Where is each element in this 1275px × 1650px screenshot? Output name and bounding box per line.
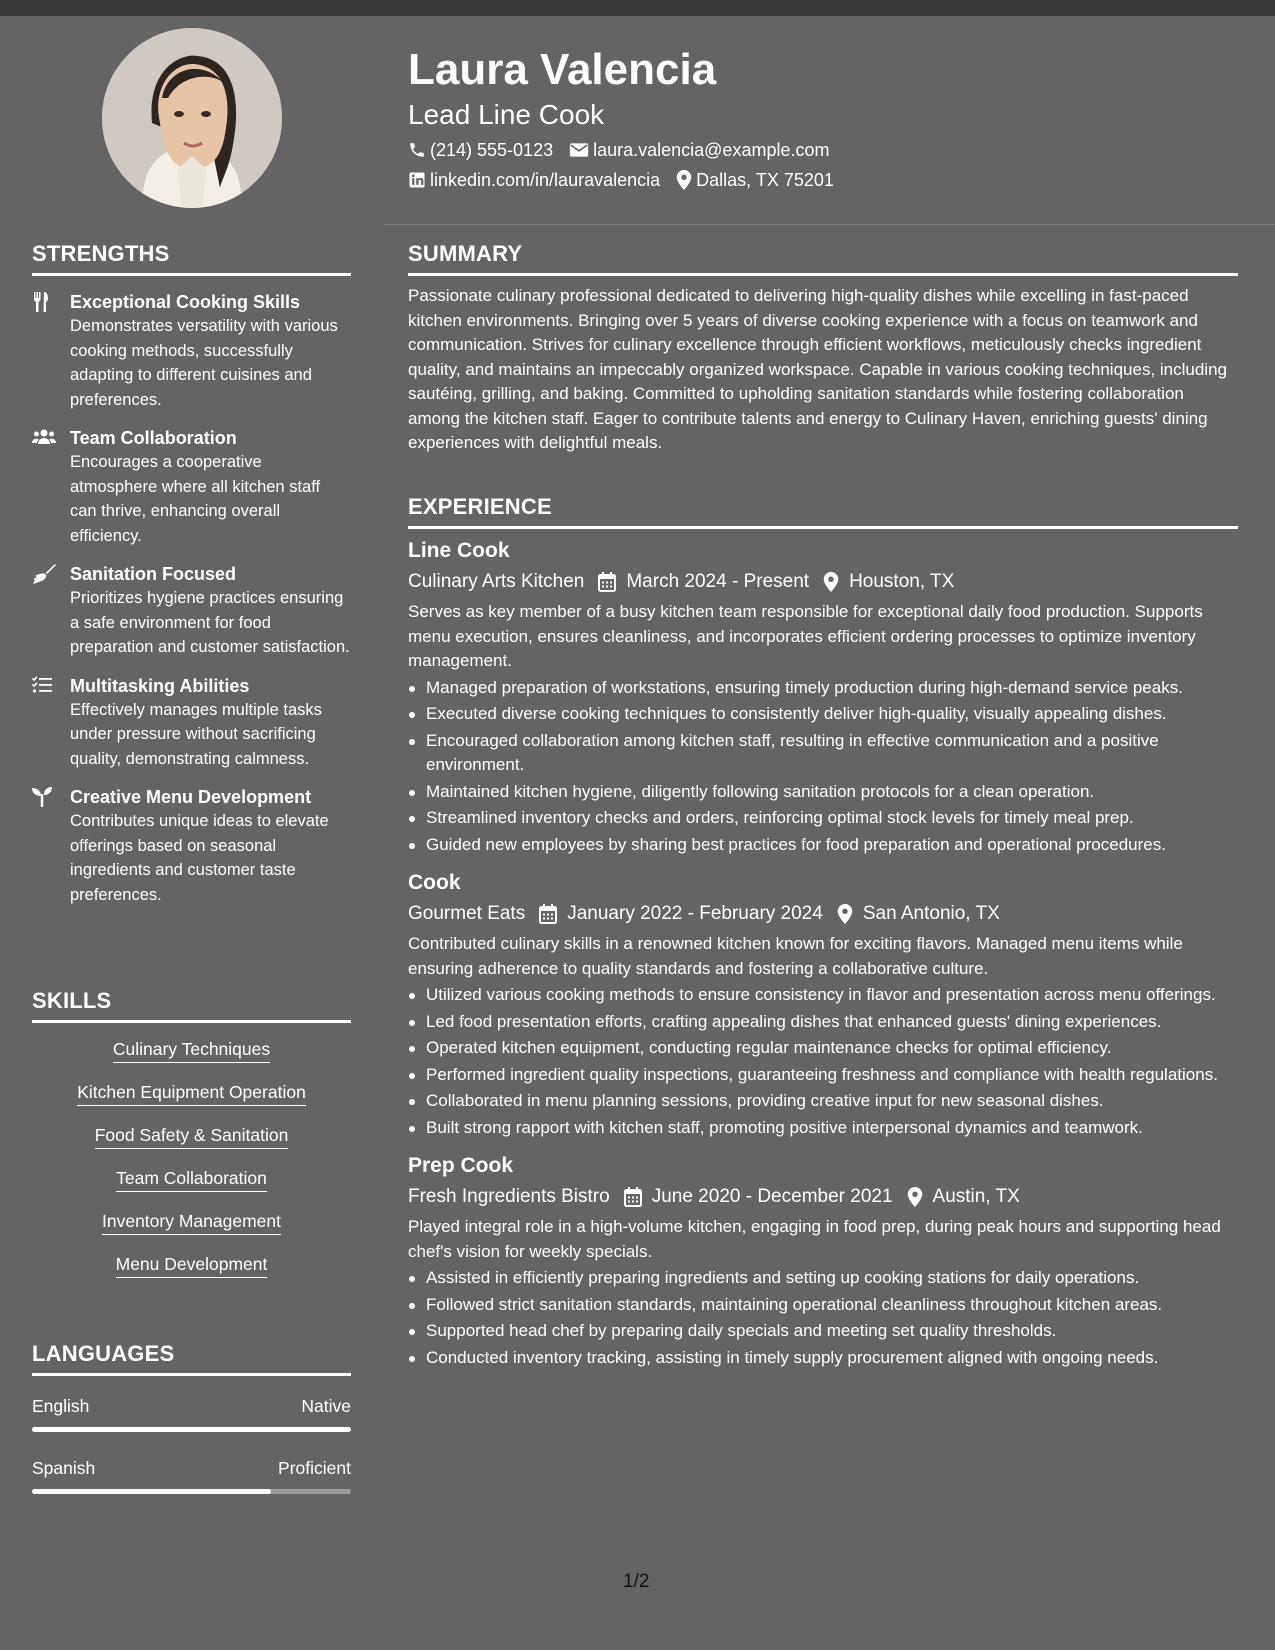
strengths-section — [32, 241, 351, 907]
job-company — [408, 900, 525, 928]
profile-photo — [102, 28, 282, 208]
skill-item: Team Collaboration — [116, 1166, 267, 1192]
language-proficiency-fill — [32, 1427, 351, 1432]
strength-item — [32, 562, 351, 660]
job-bullets — [408, 676, 1238, 858]
job-location — [823, 568, 954, 596]
phone-icon — [408, 141, 426, 159]
strength-desc: Demonstrates versatility with various cooking methods, successfully adapting to different cuisines and preferences. — [70, 317, 338, 409]
map-pin-icon — [676, 170, 692, 190]
skill-item: Culinary Techniques — [113, 1037, 270, 1063]
job-entry — [408, 537, 1238, 857]
experience-heading: EXPERIENCE — [408, 494, 1238, 529]
bullet-item: Encouraged collaboration among kitchen staff, resulting in effective communication and a positive environment. — [408, 729, 1238, 778]
date-range: March 2024 - Present — [626, 571, 810, 592]
strength-desc: Effectively manages multiple tasks under pressure without sacrificing quality, demonstrating calmness. — [70, 700, 322, 768]
strength-item — [32, 785, 351, 907]
company-name: Gourmet Eats — [408, 903, 526, 924]
top-bar — [0, 0, 1275, 16]
broom-icon — [32, 562, 70, 660]
strength-title: Sanitation Focused — [70, 564, 237, 584]
language-item — [32, 1394, 351, 1432]
job-entry — [408, 1152, 1238, 1370]
skill-item: Menu Development — [116, 1252, 268, 1278]
summary-heading: SUMMARY — [408, 241, 1238, 276]
language-proficiency-bar — [32, 1427, 351, 1432]
job-description: Contributed culinary skills in a renowned kitchen known for exciting flavors. Managed menu items while ensuring adherence to quality standards and fostering a collaborative culture. — [408, 934, 1183, 978]
bullet-item: Managed preparation of workstations, ensuring timely production during high-demand service peaks. — [408, 676, 1238, 701]
job-location — [907, 1183, 1020, 1211]
strengths-heading: STRENGTHS — [32, 241, 351, 276]
calendar-icon — [624, 1187, 642, 1207]
contact-row-2 — [408, 168, 1238, 192]
job-bullets — [408, 1266, 1238, 1370]
date-range: June 2020 - December 2021 — [651, 1186, 893, 1207]
job-company — [408, 1183, 610, 1211]
bullet-item: Assisted in efficiently preparing ingredients and setting up cooking stations for daily operations. — [408, 1266, 1238, 1291]
experience-section — [408, 494, 1238, 1372]
job-location — [837, 900, 1000, 928]
strength-item — [32, 674, 351, 772]
job-meta — [408, 568, 1238, 596]
email-contact[interactable] — [569, 138, 829, 162]
job-description: Serves as key member of a busy kitchen team responsible for exceptional daily food production. Supports menu execution, ensures cleanliness, and incorporates efficient ordering processes to optimize inventory management. — [408, 602, 1203, 670]
header-divider — [383, 224, 1275, 225]
summary-text: Passionate culinary professional dedicated to delivering high-quality dishes while excelling in fast-paced kitchen environments. Bringing over 5 years of diverse cooking experience with a focus on teamwork and communication. Strives for culinary excellence through efficient workflows, meticulously checks ingredient quality, and maintains an impeccably organized workspace. Capable in various cooking techniques, including sautéing, grilling, and baking. Committed to upholding sanitation standards while fostering collaboration among the kitchen staff. Eager to contribute talents and energy to Culinary Haven, enriching guests' dining experiences with delightful meals. — [408, 286, 1227, 452]
job-title: Cook — [408, 871, 461, 894]
envelope-icon — [569, 141, 589, 159]
bullet-item: Built strong rapport with kitchen staff, promoting positive interpersonal dynamics and teamwork. — [408, 1116, 1238, 1141]
page-number: 1/2 — [623, 1571, 650, 1592]
job-meta — [408, 1183, 1238, 1211]
company-name: Fresh Ingredients Bistro — [408, 1186, 610, 1207]
job-entry — [408, 869, 1238, 1140]
skills-section — [32, 988, 351, 1295]
strength-desc: Encourages a cooperative atmosphere where all kitchen staff can thrive, enhancing overall efficiency. — [70, 453, 321, 545]
bullet-item: Conducted inventory tracking, assisting in timely supply procurement aligned with ongoing needs. — [408, 1346, 1238, 1371]
phone-text: (214) 555-0123 — [430, 140, 554, 160]
summary-section — [408, 241, 1238, 456]
calendar-icon — [598, 572, 616, 592]
job-dates — [539, 900, 823, 928]
linkedin-text: linkedin.com/in/lauravalencia — [430, 170, 661, 190]
location-contact — [676, 168, 834, 192]
bullet-item: Guided new employees by sharing best practices for food preparation and operational procedures. — [408, 833, 1238, 858]
date-range: January 2022 - February 2024 — [567, 903, 823, 924]
contact-row-1 — [408, 138, 1238, 162]
resume-header — [408, 42, 1238, 192]
skill-item: Inventory Management — [102, 1209, 281, 1235]
calendar-icon — [539, 904, 557, 924]
location-text: San Antonio, TX — [862, 903, 1000, 924]
map-pin-icon — [823, 572, 839, 592]
language-name: English — [32, 1396, 90, 1416]
location-text: Dallas, TX 75201 — [696, 170, 834, 190]
skills-heading: SKILLS — [32, 988, 351, 1023]
bullet-item: Led food presentation efforts, crafting appealing dishes that enhanced guests' dining experiences. — [408, 1010, 1238, 1035]
language-name: Spanish — [32, 1458, 96, 1478]
location-text: Houston, TX — [849, 571, 955, 592]
strength-desc: Contributes unique ideas to elevate offerings based on seasonal ingredients and customer taste preferences. — [70, 812, 329, 904]
list-check-icon — [32, 674, 70, 772]
utensils-icon — [32, 290, 70, 412]
email-text: laura.valencia@example.com — [593, 140, 830, 160]
location-text: Austin, TX — [932, 1186, 1020, 1207]
bullet-item: Utilized various cooking methods to ensure consistency in flavor and presentation across menu offerings. — [408, 983, 1238, 1008]
job-dates — [624, 1183, 893, 1211]
bullet-item: Supported head chef by preparing daily specials and meeting set quality thresholds. — [408, 1319, 1238, 1344]
skill-item: Kitchen Equipment Operation — [77, 1080, 306, 1106]
map-pin-icon — [907, 1187, 923, 1207]
map-pin-icon — [837, 904, 853, 924]
strength-title: Multitasking Abilities — [70, 675, 250, 696]
bullet-item: Followed strict sanitation standards, maintaining operational cleanliness throughout kitchen areas. — [408, 1293, 1238, 1318]
linkedin-contact[interactable] — [408, 168, 660, 192]
language-proficiency-bar — [32, 1489, 351, 1494]
bullet-item: Executed diverse cooking techniques to consistently deliver high-quality, visually appealing dishes. — [408, 702, 1238, 727]
strength-item — [32, 290, 351, 412]
strength-title: Creative Menu Development — [70, 787, 312, 807]
skill-list — [32, 1037, 351, 1278]
company-name: Culinary Arts Kitchen — [408, 571, 585, 592]
job-meta — [408, 900, 1238, 928]
bullet-item: Performed ingredient quality inspections, guaranteeing freshness and compliance with health regulations. — [408, 1063, 1238, 1088]
skill-item: Food Safety & Sanitation — [95, 1123, 289, 1149]
bullet-item: Operated kitchen equipment, conducting regular maintenance checks for optimal efficiency. — [408, 1036, 1238, 1061]
language-level: Proficient — [278, 1458, 351, 1478]
languages-heading: LANGUAGES — [32, 1341, 351, 1376]
candidate-name: Laura Valencia — [408, 45, 717, 94]
strength-title: Team Collaboration — [70, 428, 237, 448]
seedling-icon — [32, 785, 70, 907]
bullet-item: Collaborated in menu planning sessions, providing creative input for new seasonal dishes. — [408, 1089, 1238, 1114]
job-company — [408, 568, 584, 596]
strength-desc: Prioritizes hygiene practices ensuring a safe environment for food preparation and customer satisfaction. — [70, 589, 350, 656]
phone-contact[interactable] — [408, 138, 553, 162]
strength-item — [32, 426, 351, 548]
linkedin-icon — [408, 171, 426, 189]
job-dates — [598, 568, 809, 596]
language-proficiency-fill — [32, 1489, 271, 1494]
job-title: Line Cook — [408, 539, 510, 562]
job-title: Prep Cook — [408, 1154, 514, 1177]
job-description: Played integral role in a high-volume kitchen, engaging in food prep, during peak hours and supporting head chef's vision for weekly specials. — [408, 1217, 1221, 1261]
language-item — [32, 1456, 351, 1494]
candidate-title: Lead Line Cook — [408, 99, 605, 130]
bullet-item: Streamlined inventory checks and orders, reinforcing optimal stock levels for timely meal prep. — [408, 806, 1238, 831]
strength-title: Exceptional Cooking Skills — [70, 292, 301, 312]
users-icon — [32, 426, 70, 548]
bullet-item: Maintained kitchen hygiene, diligently following sanitation protocols for a clean operation. — [408, 780, 1238, 805]
language-level: Native — [301, 1396, 351, 1416]
languages-section — [32, 1341, 351, 1494]
job-bullets — [408, 983, 1238, 1140]
